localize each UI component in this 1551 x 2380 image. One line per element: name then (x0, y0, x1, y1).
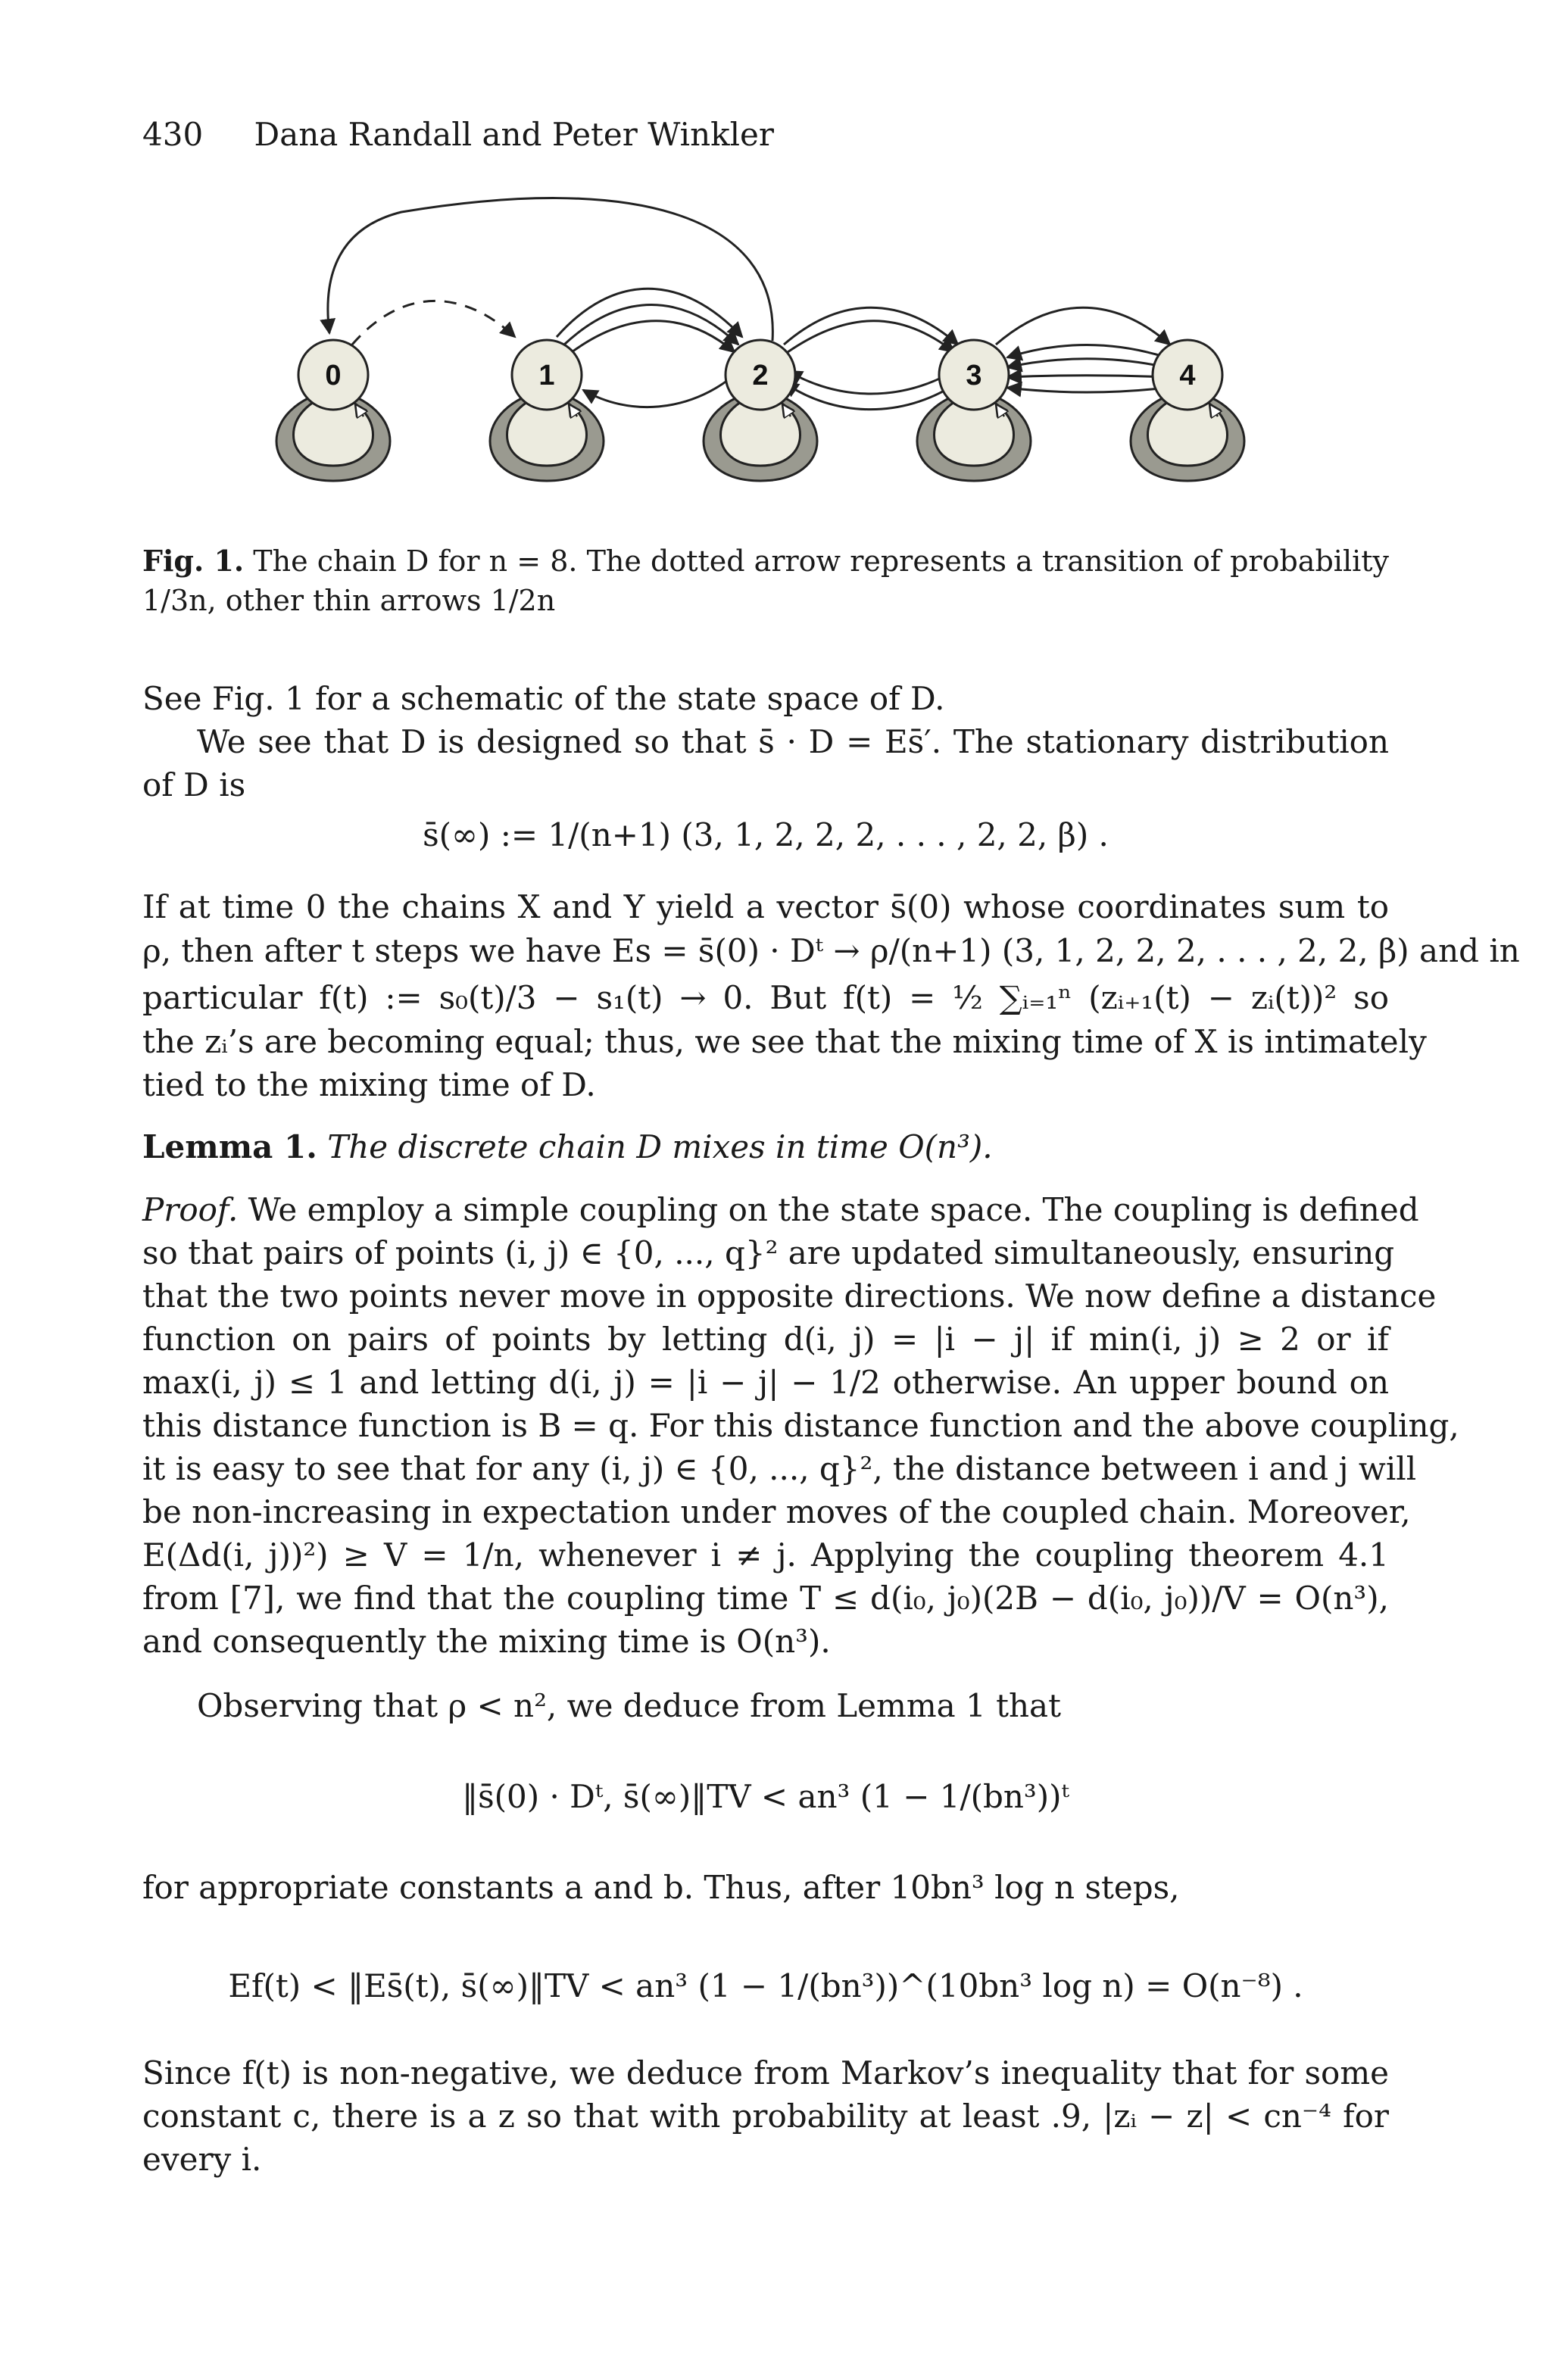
lemma-label: Lemma 1. (142, 1128, 317, 1165)
running-header (142, 114, 774, 156)
text-line: See Fig. 1 for a schematic of the state space of D. (142, 680, 945, 717)
figure-label: Fig. 1. (142, 544, 245, 578)
proof-line: function on pairs of points by letting d(i, j) = |i − j| if min(i, j) ≥ 2 or if (142, 1321, 1389, 1358)
proof-line: E(Δd(i, j))²) ≥ V = 1/n, whenever i ≠ j. Applying the coupling theorem 4.1 (142, 1536, 1389, 1574)
running-head-authors: Dana Randall and Peter Winkler (254, 116, 774, 153)
lemma-statement: The discrete chain D mixes in time O(n³). (327, 1128, 993, 1165)
proof-line: Proof. We employ a simple coupling on the state space. The coupling is defined (142, 1191, 1419, 1228)
node-label-4: 4 (1179, 360, 1196, 391)
proof-label: Proof. (142, 1191, 239, 1228)
node-label-2: 2 (752, 360, 769, 391)
text-line: for appropriate constants a and b. Thus, after 10bn³ log n steps, (142, 1869, 1180, 1906)
text-line: particular f(t) := s₀(t)/3 − s₁(t) → 0. But f(t) = ½ ∑ᵢ₌₁ⁿ (zᵢ₊₁(t) − zᵢ(t))² so (142, 979, 1389, 1016)
text-line: We see that D is designed so that s̄ · D = Es̄′. The stationary distribution (197, 723, 1389, 760)
proof-line: be non-increasing in expectation under moves of the coupled chain. Moreover, (142, 1493, 1411, 1530)
proof-line: max(i, j) ≤ 1 and letting d(i, j) = |i − j| − 1/2 otherwise. An upper bound on (142, 1364, 1389, 1401)
equation-tv-bound: ‖s̄(0) · Dᵗ, s̄(∞)‖TV < an³ (1 − 1/(bn³))ᵗ (462, 1778, 1069, 1815)
node-label-1: 1 (538, 360, 555, 391)
equation-stationary: s̄(∞) := 1/(n+1) (3, 1, 2, 2, 2, . . . , 2, 2, β) . (423, 816, 1109, 853)
proof-line: it is easy to see that for any (i, j) ∈ {0, ..., q}², the distance between i and j will (142, 1450, 1417, 1487)
text-line: Since f(t) is non-negative, we deduce from Markov’s inequality that for some (142, 2054, 1389, 2091)
text-line: If at time 0 the chains X and Y yield a vector s̄(0) whose coordinates sum to (142, 888, 1389, 925)
node-label-0: 0 (325, 360, 342, 391)
proof-line: that the two points never move in opposite directions. We now define a distance (142, 1277, 1437, 1315)
node-label-3: 3 (966, 360, 982, 391)
equation-expectation-bound: Ef(t) < ‖Es̄(t), s̄(∞)‖TV < an³ (1 − 1/(bn³))^(10bn³ log n) = O(n⁻⁸) . (228, 1967, 1303, 2004)
page-number: 430 (142, 116, 204, 153)
text-line: constant c, there is a z so that with probability at least .9, |zᵢ − z| < cn⁻⁴ for (142, 2098, 1389, 2135)
dotted-arrow-0-to-1 (352, 301, 515, 345)
text-line: Observing that ρ < n², we deduce from Lemma 1 that (197, 1687, 1061, 1724)
proof-line: and consequently the mixing time is O(n³). (142, 1623, 831, 1660)
text-line: the zᵢ’s are becoming equal; thus, we see that the mixing time of X is intimately (142, 1023, 1427, 1060)
figure-caption-line-2: 1/3n, other thin arrows 1/2n (142, 584, 556, 617)
text-line: every i. (142, 2141, 262, 2178)
proof-line: so that pairs of points (i, j) ∈ {0, ..., q}² are updated simultaneously, ensuring (142, 1234, 1395, 1271)
chain-diagram (250, 189, 1310, 492)
proof-line: this distance function is B = q. For this distance function and the above coupling, (142, 1407, 1459, 1444)
proof-line: from [7], we find that the coupling time T ≤ d(i₀, j₀)(2B − d(i₀, j₀))/V = O(n³), (142, 1580, 1389, 1617)
text-line: ρ, then after t steps we have Es = s̄(0) · Dᵗ → ρ/(n+1) (3, 1, 2, 2, 2, . . . , 2, 2, β) and in (142, 932, 1520, 969)
figure-caption-line-1: Fig. 1. The chain D for n = 8. The dotted arrow represents a transition of probability (142, 544, 1389, 578)
lemma-1 (142, 1126, 1389, 1168)
text-line: tied to the mixing time of D. (142, 1066, 596, 1103)
text-line: of D is (142, 766, 246, 803)
